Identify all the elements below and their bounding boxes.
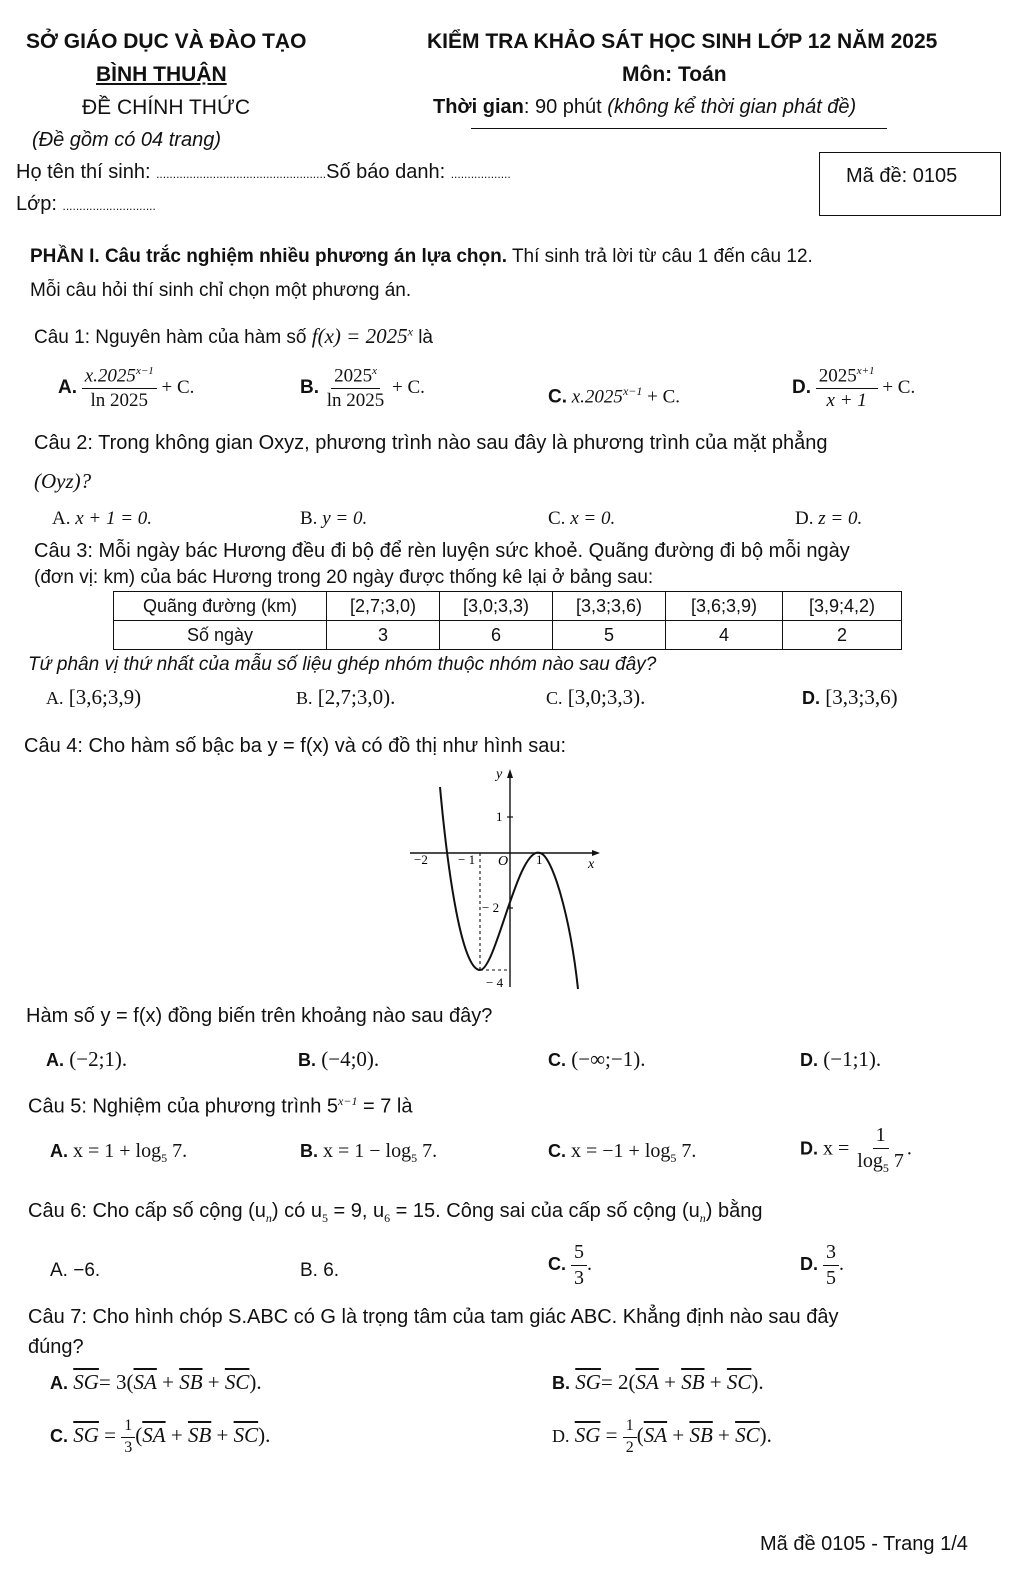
exam-time-value: : 90 phút	[523, 96, 608, 118]
q1-c-exp: x−1	[622, 384, 643, 398]
q7-option-c[interactable]: C. $\overline{SG}$ = $\frac{1}{3}$ $(\overline{SA} + \overline{SB} + \overline{SC})$.	[50, 1417, 271, 1456]
q5-a-end: 7.	[167, 1140, 188, 1162]
q7-d-close: ).	[759, 1423, 772, 1448]
q4-option-d[interactable]	[800, 1047, 881, 1072]
q1-c-label: C.	[548, 386, 567, 408]
q2-option-d[interactable]	[795, 508, 862, 530]
q6-c-label: C.	[548, 1254, 566, 1275]
q7-stem-1: Câu 7: Cho hình chóp S.ABC có G là trọng tâm của tam giác ABC. Khẳng định nào sau đây	[28, 1306, 839, 1328]
q7-b-coef: = 2(	[600, 1370, 636, 1394]
table-row	[114, 621, 902, 650]
exam-time	[433, 96, 856, 119]
q6-d-label: D.	[800, 1254, 818, 1275]
student-class-row	[16, 193, 156, 216]
q5-option-c[interactable]	[548, 1140, 696, 1166]
q7-c-plus2: +	[211, 1423, 234, 1448]
header-official: ĐỀ CHÍNH THỨC	[82, 96, 251, 119]
q1-c-text: x.2025	[571, 386, 623, 408]
q4-stem: Câu 4: Cho hàm số bậc ba y = f(x) và có đồ thị như hình sau:	[24, 735, 567, 757]
q7-b-plus2: +	[704, 1370, 727, 1394]
table-row	[114, 592, 902, 621]
q7-c-sc: $\overline{SC}$	[233, 1423, 259, 1448]
q7-d-sb: $\overline{SB}$	[689, 1423, 713, 1448]
exam-code-box	[819, 152, 1001, 216]
q7-a-sc: $\overline{SC}$	[224, 1370, 250, 1394]
student-name-field[interactable]: ...................................................	[156, 167, 327, 181]
q5-option-d[interactable]	[800, 1125, 912, 1175]
q7-d-sc: $\overline{SC}$	[735, 1423, 760, 1448]
q5-c-sub: 5	[670, 1151, 677, 1165]
q5-d-den	[854, 1149, 907, 1175]
q5-c-label: C.	[548, 1141, 566, 1161]
q1-b-num-text: 2025	[334, 365, 373, 387]
q7-c-den: 3	[124, 1438, 133, 1456]
q4-option-c[interactable]	[548, 1047, 645, 1072]
graph-tick-x1: 1	[536, 852, 543, 867]
q6-end: ) bằng	[705, 1200, 763, 1222]
q1-d-tail: + C.	[882, 376, 916, 398]
graph-tick-x-minus2: −2	[414, 852, 428, 867]
q7-a-coef: = 3(	[98, 1370, 134, 1394]
table-cell: Quãng đường (km)	[114, 592, 327, 621]
exam-time-label: Thời gian	[433, 96, 524, 118]
exam-subject: Môn: Toán	[622, 63, 727, 86]
table-cell: 4	[666, 621, 783, 650]
q7-a-plus1: +	[156, 1370, 180, 1394]
q6-s6: 6	[384, 1211, 391, 1225]
student-sbd-label: Số báo danh:	[326, 161, 451, 183]
q5-text: Câu 5: Nghiệm của phương trình 5	[28, 1095, 339, 1118]
q1-a-num-exp: x−1	[135, 365, 154, 377]
table-cell: [3,3;3,6)	[553, 592, 666, 621]
q1-a-num-text: x.2025	[84, 365, 136, 387]
table-cell: 5	[553, 621, 666, 650]
q4-c-text: (−∞;−1).	[571, 1047, 646, 1071]
q1-d-num	[816, 366, 878, 389]
q5-b-label: B.	[300, 1141, 318, 1161]
q4-c-label: C.	[548, 1050, 566, 1070]
q7-d-plus1: +	[667, 1423, 690, 1448]
q4-question: Hàm số y = f(x) đồng biến trên khoảng nào sau đây?	[26, 1005, 493, 1027]
q7-option-b[interactable]	[552, 1370, 764, 1395]
q5-d-num: 1	[873, 1125, 889, 1149]
q5-option-b[interactable]	[300, 1140, 437, 1166]
q7-a-sa: $\overline{SA}$	[133, 1370, 157, 1394]
q3-b-label: B.	[296, 688, 313, 708]
q4-a-label: A.	[46, 1050, 64, 1070]
graph-x-label: x	[588, 857, 595, 872]
header-pages: (Đề gồm có 04 trang)	[32, 129, 221, 151]
student-class-field[interactable]: ............................	[62, 199, 156, 213]
q5-tail: = 7 là	[357, 1095, 413, 1118]
q3-c-text: [3,0;3,3).	[567, 685, 646, 709]
part1-instruction: Thí sinh trả lời từ câu 1 đến câu 12.	[507, 246, 813, 267]
page-footer: Mã đề 0105 - Trang 1/4	[760, 1533, 968, 1555]
student-class-label: Lớp:	[16, 193, 63, 215]
student-name-label: Họ tên thí sinh:	[16, 161, 157, 183]
q2-d-label: D.	[795, 508, 814, 529]
q6-c-num: 5	[571, 1242, 587, 1266]
x-axis-arrow-icon	[592, 850, 600, 856]
q5-d-label: D.	[800, 1138, 818, 1159]
graph-tick-y-minus4: − 4	[486, 975, 504, 990]
q6-a-text: −6.	[73, 1260, 101, 1281]
part1-instruction-2: Mỗi câu hỏi thí sinh chỉ chọn một phương án.	[30, 280, 412, 301]
q6-d-den: 5	[826, 1267, 836, 1289]
graph-origin: O	[498, 854, 509, 869]
q7-c-label: C.	[50, 1426, 68, 1447]
q3-option-b[interactable]	[296, 685, 395, 710]
q6-b-text: 6.	[323, 1260, 340, 1281]
q1-func: f(x) = 2025	[311, 324, 408, 348]
table-cell: Số ngày	[114, 621, 327, 650]
part1-heading	[30, 246, 813, 268]
q7-a-sb: $\overline{SB}$	[179, 1370, 203, 1394]
q7-d-den: 2	[625, 1438, 634, 1456]
q1-c-tail: + C.	[642, 386, 681, 408]
q7-option-a[interactable]	[50, 1370, 262, 1395]
q6-d-num: 3	[823, 1242, 839, 1266]
q2-d-text: z = 0.	[818, 508, 863, 529]
q1-d-num-text: 2025	[818, 365, 857, 387]
q7-d-sa: $\overline{SA}$	[643, 1423, 668, 1448]
q3-c-label: C.	[546, 688, 563, 708]
q6-s5: 5	[321, 1211, 328, 1225]
q1-b-label: B.	[300, 376, 319, 398]
q5-option-a[interactable]	[50, 1140, 187, 1166]
q6-option-c[interactable]: C. $\frac{5}{3}$ .	[548, 1241, 592, 1289]
q7-b-sc: $\overline{SC}$	[726, 1370, 752, 1394]
q1-b-num-exp: x	[372, 365, 377, 377]
q1-label: Câu 1:	[34, 327, 90, 348]
q4-a-text: (−2;1).	[69, 1047, 128, 1071]
q1-a-tail: + C.	[161, 376, 195, 398]
q4-d-text: (−1;1).	[823, 1047, 882, 1071]
q3-b-text: [2,7;3,0).	[317, 685, 396, 709]
q1-a-num	[82, 366, 157, 389]
header-province: BÌNH THUẬN	[96, 63, 227, 86]
q2-option-b[interactable]	[300, 508, 367, 530]
q3-d-label: D.	[802, 688, 820, 708]
q7-a-plus2: +	[202, 1370, 225, 1394]
q1-tail: là	[412, 327, 433, 348]
q5-d-den-sub: 5	[882, 1161, 889, 1175]
q7-c-sb: $\overline{SB}$	[187, 1423, 212, 1448]
q7-b-plus1: +	[658, 1370, 682, 1394]
q5-stem	[28, 1094, 413, 1119]
q1-func-exp: x	[407, 324, 413, 339]
q3-option-c[interactable]	[546, 685, 645, 710]
q7-c-plus1: +	[165, 1423, 188, 1448]
exam-title: KIỂM TRA KHẢO SÁT HỌC SINH LỚP 12 NĂM 2025	[427, 30, 938, 53]
q6-option-d[interactable]: D. $\frac{3}{5}$ .	[800, 1241, 844, 1289]
q7-b-sg: $\overline{SG}$	[575, 1370, 601, 1394]
q2-c-text: x = 0.	[570, 508, 616, 529]
q3-stem-2: (đơn vị: km) của bác Hương trong 20 ngày được thống kê lại ở bảng sau:	[34, 567, 654, 588]
q4-option-a[interactable]	[46, 1047, 127, 1072]
header-department: SỞ GIÁO DỤC VÀ ĐÀO TẠO	[26, 30, 307, 53]
q7-c-sa: $\overline{SA}$	[142, 1423, 166, 1448]
q7-d-num: 1	[623, 1418, 637, 1438]
q7-a-sg: $\overline{SG}$	[73, 1370, 99, 1394]
q1-option-b[interactable]	[300, 366, 425, 411]
q2-b-text: y = 0.	[322, 508, 368, 529]
q6-sub: n	[265, 1211, 272, 1225]
q2-c-label: C.	[548, 508, 566, 529]
q7-b-sb: $\overline{SB}$	[681, 1370, 705, 1394]
y-axis-arrow-icon	[507, 769, 513, 778]
q7-b-label: B.	[552, 1373, 570, 1393]
q1-option-c[interactable]	[548, 384, 680, 408]
q1-d-label: D.	[792, 376, 811, 398]
q6-text: Câu 6: Cho cấp số cộng (u	[28, 1200, 266, 1222]
q4-d-label: D.	[800, 1050, 818, 1070]
q6-sub2: n	[699, 1211, 706, 1225]
q5-b-text: x = 1 − log	[323, 1140, 412, 1162]
q7-stem-2: đúng?	[28, 1336, 84, 1358]
table-cell: [3,0;3,3)	[440, 592, 553, 621]
q3-frequency-table	[113, 591, 902, 650]
q6-stem	[28, 1200, 762, 1226]
q4-b-label: B.	[298, 1050, 316, 1070]
q6-option-a[interactable]	[50, 1260, 100, 1282]
q4-graph	[410, 765, 610, 995]
q5-d-end: .	[906, 1137, 912, 1160]
table-cell: [3,9;4,2)	[783, 592, 902, 621]
student-name-row	[16, 161, 511, 184]
exam-code: Mã đề: 0105	[846, 165, 958, 187]
q1-a-den: ln 2025	[90, 390, 149, 412]
q6-a-label: A.	[50, 1260, 68, 1281]
q1-stem	[34, 324, 433, 349]
q3-question: Tứ phân vị thứ nhất của mẫu số liệu ghép nhóm thuộc nhóm nào sau đây?	[28, 654, 657, 675]
q2-stem-2: (Oyz)?	[34, 469, 92, 493]
q7-d-plus2: +	[712, 1423, 736, 1448]
q3-a-text: [3,6;3,9)	[68, 685, 142, 709]
q7-c-close: ).	[258, 1423, 271, 1448]
q3-a-label: A.	[46, 688, 64, 708]
q1-d-den: x + 1	[826, 390, 867, 412]
q6-b-label: B.	[300, 1260, 318, 1281]
q1-b-den: ln 2025	[326, 390, 385, 412]
q1-option-d[interactable]	[792, 366, 915, 411]
q6-option-b[interactable]	[300, 1260, 339, 1282]
q1-option-a[interactable]	[58, 366, 194, 411]
q2-option-a[interactable]	[52, 508, 152, 530]
table-cell: 3	[327, 621, 440, 650]
q7-option-d[interactable]: D. $\overline{SG}$ = $\frac{1}{2}$ $(\overline{SA} + \overline{SB} + \overline{SC})$.	[552, 1417, 772, 1456]
q1-text: Nguyên hàm của hàm số	[89, 327, 312, 348]
graph-tick-x-minus1: − 1	[458, 852, 476, 867]
q5-c-end: 7.	[676, 1140, 697, 1162]
q1-b-tail: + C.	[392, 376, 425, 398]
q5-c-text: x = −1 + log	[571, 1140, 671, 1162]
q5-b-sub: 5	[411, 1151, 418, 1165]
graph-tick-y-minus2: − 2	[482, 900, 500, 915]
q2-option-c[interactable]	[548, 508, 615, 530]
q2-a-label: A.	[52, 508, 71, 529]
student-sbd-field[interactable]: ..................	[450, 167, 511, 181]
q7-c-num: 1	[121, 1418, 135, 1438]
q2-a-text: x + 1 = 0.	[75, 508, 153, 529]
q1-d-num-exp: x+1	[856, 365, 875, 377]
q5-d-den-text: log	[857, 1150, 883, 1172]
q6-c-den: 3	[574, 1267, 584, 1289]
graph-tick-y1: 1	[496, 809, 503, 824]
q5-b-end: 7.	[417, 1140, 438, 1162]
exam-time-note: (không kể thời gian phát đề)	[607, 96, 857, 118]
q3-option-a[interactable]	[46, 685, 141, 710]
q6-v5: = 9, u	[327, 1200, 385, 1222]
header-rule	[471, 128, 887, 129]
q5-d-den-end: 7	[888, 1150, 904, 1172]
q7-d-label: D.	[552, 1426, 570, 1447]
table-cell: 2	[783, 621, 902, 650]
q5-exp: x−1	[338, 1094, 358, 1108]
part1-title: PHẦN I. Câu trắc nghiệm nhiều phương án lựa chọn.	[30, 246, 508, 267]
q7-b-sa: $\overline{SA}$	[635, 1370, 659, 1394]
q5-a-label: A.	[50, 1141, 68, 1161]
q3-option-d[interactable]	[802, 685, 898, 710]
q7-a-close: ).	[249, 1370, 262, 1394]
q1-b-num	[331, 366, 380, 389]
q3-d-text: [3,3;3,6)	[825, 685, 898, 709]
table-cell: [3,6;3,9)	[666, 592, 783, 621]
q7-a-label: A.	[50, 1373, 68, 1393]
q2-stem-1: Câu 2: Trong không gian Oxyz, phương trình nào sau đây là phương trình của mặt phẳng	[34, 432, 828, 454]
q7-d-sg: $\overline{SG}$	[574, 1423, 601, 1448]
q5-a-text: x = 1 + log	[73, 1140, 162, 1162]
q4-option-b[interactable]	[298, 1047, 379, 1072]
table-cell: [2,7;3,0)	[327, 592, 440, 621]
graph-y-label: y	[496, 767, 503, 782]
q5-a-sub: 5	[161, 1151, 168, 1165]
q2-b-label: B.	[300, 508, 318, 529]
q6-mid: ) có u	[271, 1200, 322, 1222]
q5-d-text: x =	[823, 1137, 850, 1160]
q3-stem-1: Câu 3: Mỗi ngày bác Hương đều đi bộ để rèn luyện sức khoẻ. Quãng đường đi bộ mỗi ngày	[34, 540, 850, 562]
table-cell: 6	[440, 621, 553, 650]
q7-c-sg: $\overline{SG}$	[73, 1423, 99, 1448]
q6-v6: = 15. Công sai của cấp số cộng (u	[390, 1200, 700, 1222]
q4-b-text: (−4;0).	[321, 1047, 380, 1071]
q7-b-close: ).	[751, 1370, 764, 1394]
q1-a-label: A.	[58, 376, 77, 398]
